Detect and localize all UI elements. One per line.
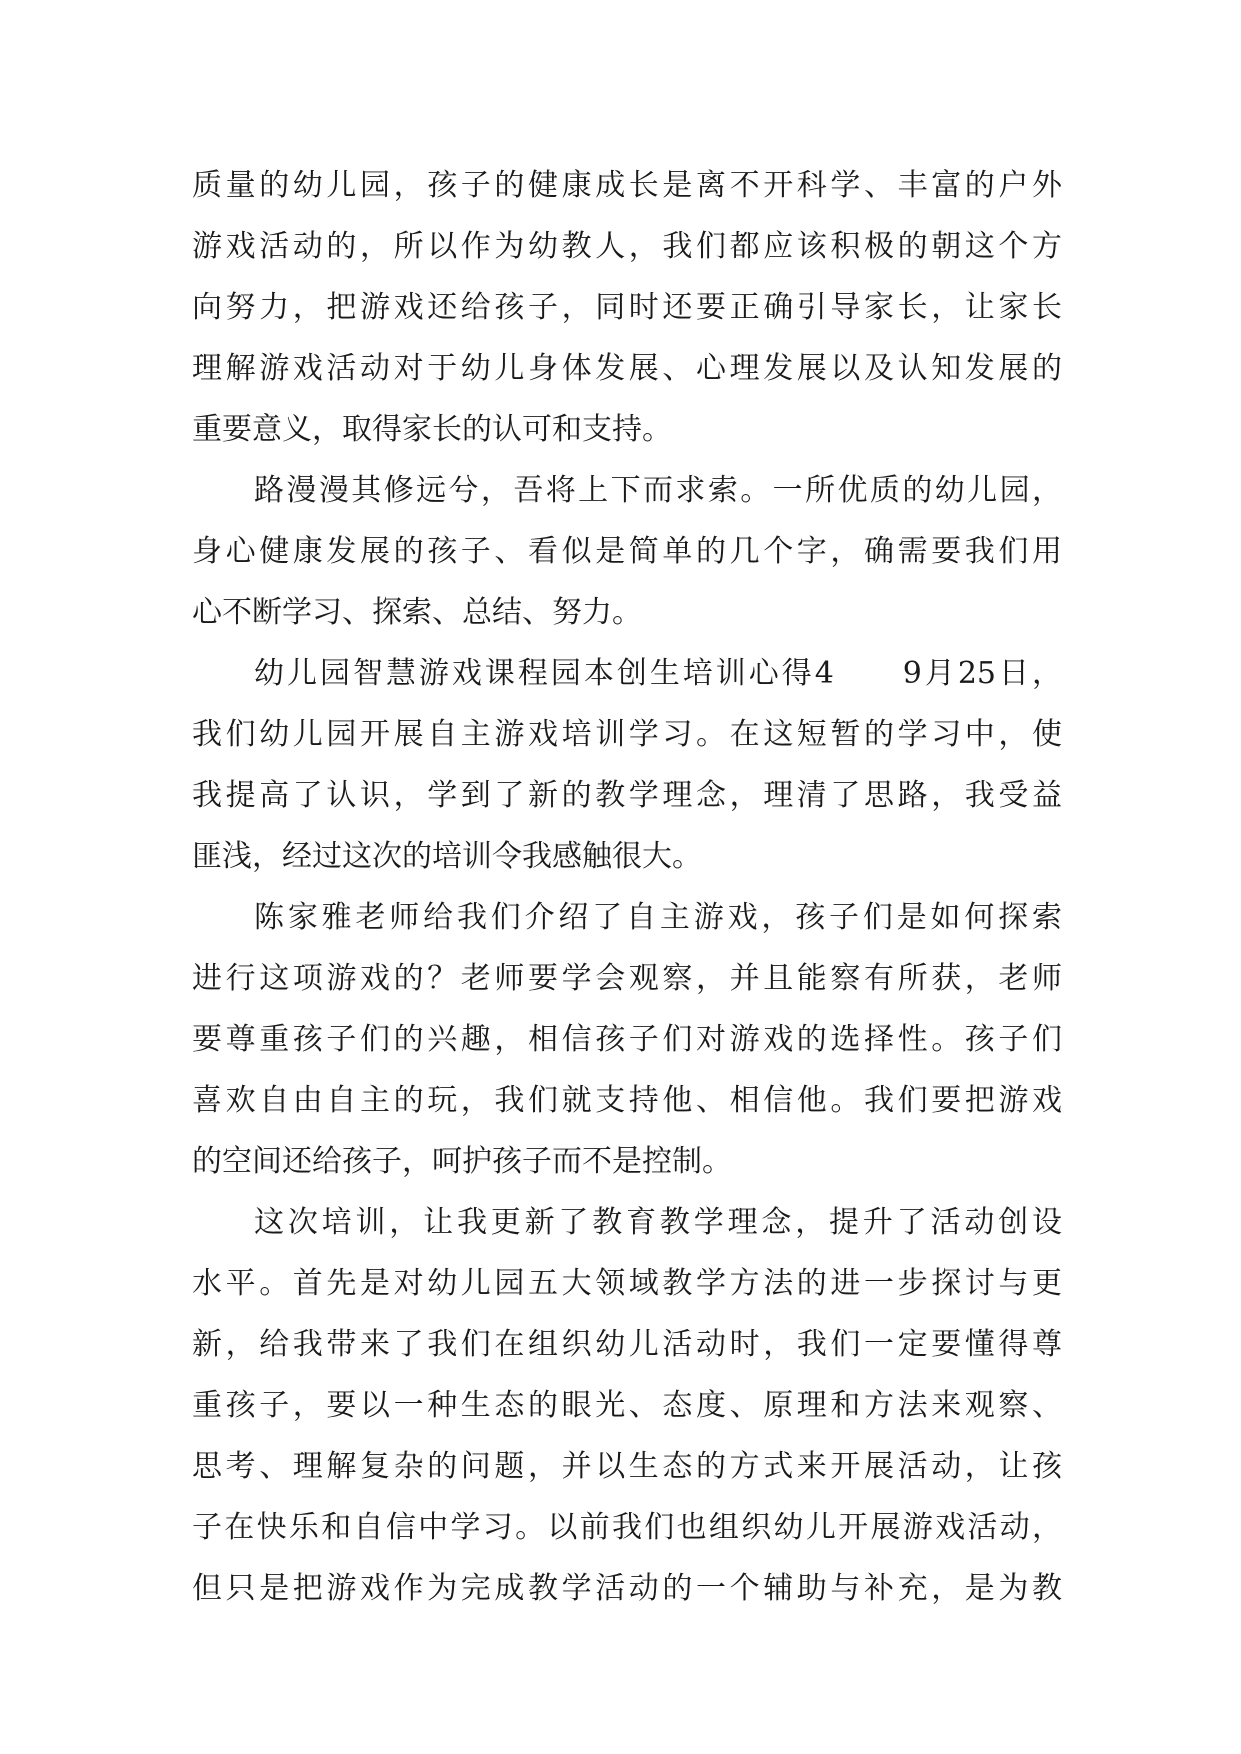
text-line: 水平。首先是对幼儿园五大领域教学方法的进一步探讨与更	[192, 1266, 1062, 1301]
text-line: 进行这项游戏的？老师要学会观察，并且能察有所获，老师	[192, 961, 1062, 996]
text-line: 我们幼儿园开展自主游戏培训学习。在这短暂的学习中，使	[192, 717, 1062, 752]
paragraph-first-line: 幼儿园智慧游戏课程园本创生培训心得4 9月25日，	[254, 656, 1062, 691]
text-line: 理解游戏活动对于幼儿身体发展、心理发展以及认知发展的	[192, 351, 1062, 386]
text-line: 身心健康发展的孩子、看似是简单的几个字，确需要我们用	[192, 534, 1062, 569]
text-line: 但只是把游戏作为完成教学活动的一个辅助与补充，是为教	[192, 1571, 1062, 1606]
paragraph-first-line: 路漫漫其修远兮，吾将上下而求索。一所优质的幼儿园，	[254, 473, 1062, 508]
text-line: 心不断学习、探索、总结、努力。	[192, 595, 642, 630]
text-line: 重孩子，要以一种生态的眼光、态度、原理和方法来观察、	[192, 1388, 1062, 1423]
text-line: 我提高了认识，学到了新的教学理念，理清了思路，我受益	[192, 778, 1062, 813]
text-line: 游戏活动的，所以作为幼教人，我们都应该积极的朝这个方	[192, 229, 1062, 264]
text-line: 要尊重孩子们的兴趣，相信孩子们对游戏的选择性。孩子们	[192, 1022, 1062, 1057]
text-line: 匪浅，经过这次的培训令我感触很大。	[192, 839, 702, 874]
text-line: 向努力，把游戏还给孩子，同时还要正确引导家长，让家长	[192, 290, 1062, 325]
document-body	[192, 155, 1062, 1619]
text-line: 新，给我带来了我们在组织幼儿活动时，我们一定要懂得尊	[192, 1327, 1062, 1362]
text-line: 子在快乐和自信中学习。以前我们也组织幼儿开展游戏活动，	[192, 1510, 1062, 1545]
text-line: 质量的幼儿园，孩子的健康成长是离不开科学、丰富的户外	[192, 168, 1062, 203]
text-line: 喜欢自由自主的玩，我们就支持他、相信他。我们要把游戏	[192, 1083, 1062, 1118]
paragraph-first-line: 陈家雅老师给我们介绍了自主游戏，孩子们是如何探索	[254, 900, 1062, 935]
text-line: 的空间还给孩子，呵护孩子而不是控制。	[192, 1144, 732, 1179]
text-line: 重要意义，取得家长的认可和支持。	[192, 412, 672, 447]
paragraph-first-line: 这次培训，让我更新了教育教学理念，提升了活动创设	[254, 1205, 1062, 1240]
text-line: 思考、理解复杂的问题，并以生态的方式来开展活动，让孩	[192, 1449, 1062, 1484]
